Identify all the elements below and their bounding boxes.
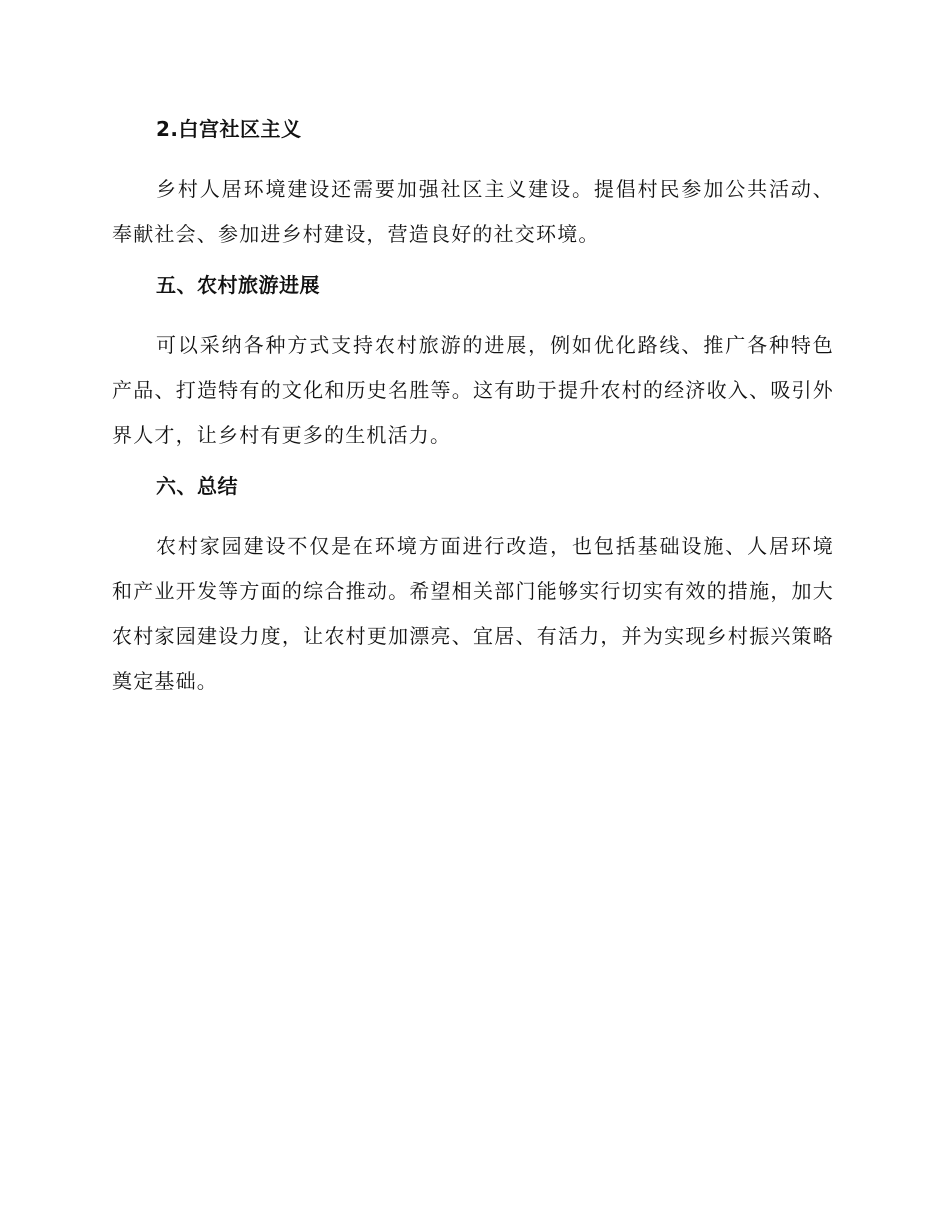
section-paragraph-community: 乡村人居环境建设还需要加强社区主义建设。提倡村民参加公共活动、奉献社会、参加进乡村建设，营造良好的社交环境。 bbox=[112, 177, 834, 246]
section-heading-community: 2.白宫社区主义 bbox=[156, 117, 302, 141]
section-heading-rural-tourism: 五、农村旅游进展 bbox=[156, 273, 320, 297]
section-heading-summary: 六、总结 bbox=[156, 474, 238, 498]
section-paragraph-rural-tourism: 可以采纳各种方式支持农村旅游的进展，例如优化路线、推广各种特色产品、打造特有的文化和历史名胜等。这有助于提升农村的经济收入、吸引外界人才，让乡村有更多的生机活力。 bbox=[112, 333, 834, 447]
document-body bbox=[112, 112, 834, 704]
section-paragraph-summary: 农村家园建设不仅是在环境方面进行改造，也包括基础设施、人居环境和产业开发等方面的综合推动。希望相关部门能够实行切实有效的措施，加大农村家园建设力度，让农村更加漂亮、宜居、有活力，并为实现乡村振兴策略奠定基础。 bbox=[112, 534, 834, 693]
